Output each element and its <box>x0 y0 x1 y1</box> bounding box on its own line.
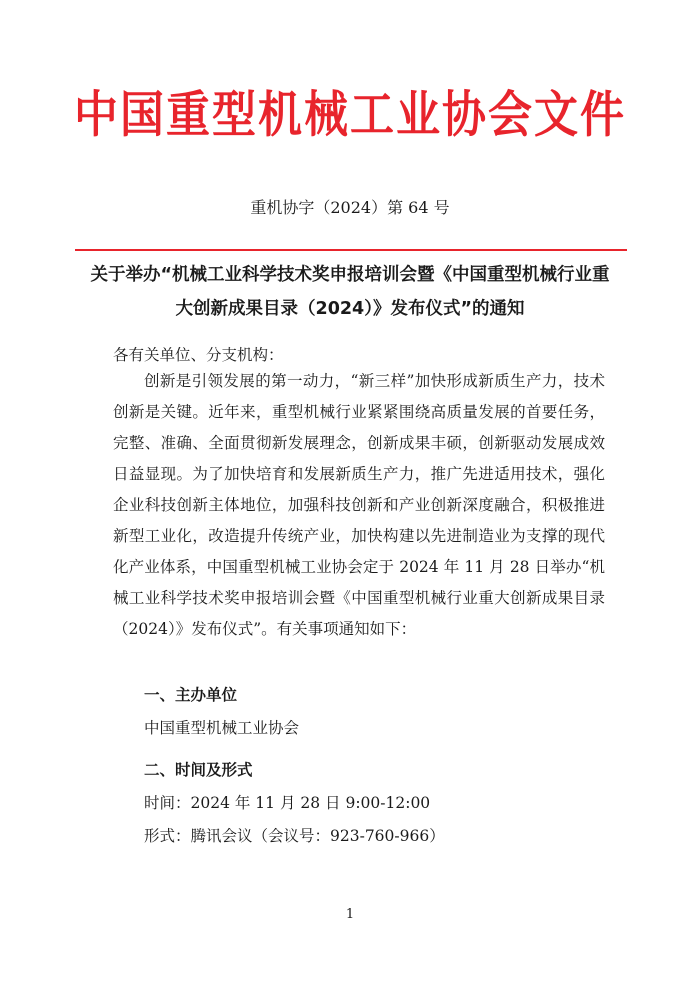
salutation: 各有关单位、分支机构： <box>113 346 284 364</box>
red-divider-line <box>75 249 627 251</box>
notice-title: 关于举办“机械工业科学技术奖申报培训会暨《中国重型机械行业重大创新成果目录（2024）》发布仪式”的通知 <box>90 265 610 319</box>
meeting-time: 时间：2024 年 11 月 28 日 9:00-12:00 <box>144 794 431 812</box>
section-heading-time-format: 二、时间及形式 <box>144 761 253 779</box>
meeting-format: 形式：腾讯会议（会议号：923-760-966） <box>144 827 445 845</box>
organization-header-title: 中国重型机械工业协会文件 <box>74 86 626 144</box>
document-number: 重机协字（2024）第 64 号 <box>250 198 450 217</box>
section-heading-organizer: 一、主办单位 <box>144 686 238 704</box>
body-paragraph: 创新是引领发展的第一动力，“新三样”加快形成新质生产力，技术创新是关键。近年来，重型机械行业紧紧围绕高质量发展的首要任务，完整、准确、全面贯彻新发展理念，创新成果丰硕，创新驱动发展成效日益显现。为了加快培育和发展新质生产力，推广先进适用技术，强化企业科技创新主体地位，加强科技创新和产业创新深度融合，积极推进新型工业化，改造提升传统产业，加快构建以先进制造业为支撑的现代化产业体系，中国重型机械工业协会定于 2024 年 11 月 28 日举办“机械工业科学技术奖申报培训会暨《中国重型机械行业重大创新成果目录（2024）》发布仪式”。有关事项通知如下： <box>113 372 605 638</box>
organizer-name: 中国重型机械工业协会 <box>144 719 300 737</box>
page-number: 1 <box>345 907 355 922</box>
